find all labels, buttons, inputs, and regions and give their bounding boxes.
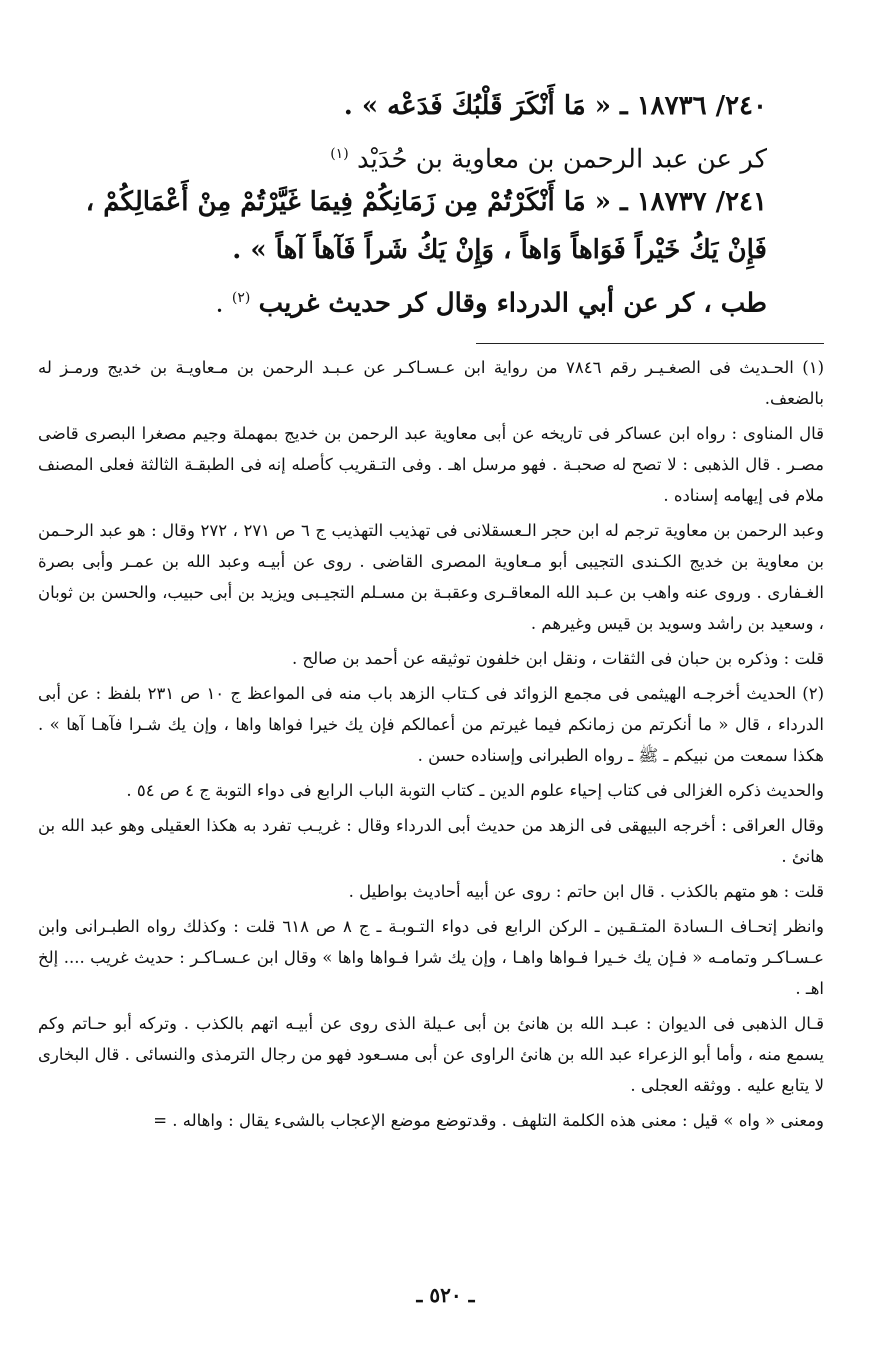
hadith-18737-source xyxy=(40,274,767,322)
hadith-18737-text: ٢٤١/ ١٨٧٣٧ ـ « مَا أَنْكَرْتُمْ مِن زَمَانِكُمْ فِيمَا غَيَّرْتُمْ مِنْ أَعْمَالِكُمْ ، فَإِنْ يَكُ خَيْراً فَوَاهاً وَاهاً ، وَإِنْ يَكُ شَراً فَآهاً آهاً » . xyxy=(85,187,767,265)
footnote-2-meaning: ومعنى « واه » قيل : معنى هذه الكلمة التلهف . وقدتوضع موضع الإعجاب بالشىء يقال : واهاله . = xyxy=(153,1111,824,1130)
footnote-1-tahdhib: وعبد الرحمن بن معاوية ترجم له ابن حجر الـعسقلانى فى تهذيب التهذيب ج ٦ ص ٢٧١ ، ٢٧٢ وقال : هو عبد الرحـمن بن معاوية بن خديج الكـندى التجيبى أبو مـعاوية المصرى القاضى . روى عن أبيـه وعبد الله بن عمـر وأبى بصرة الغـفارى . وروى عنه واهب بن عـبد الله المعاقـرى وعقبـة بن مسـلم التجيـبى ويزيد بن أبى حبيب، والحسن بن ثوبان ، وسعيد بن راشد وسويد بن قيس وغيرهم . xyxy=(38,521,824,633)
footnote-2-intro: (٢) الحديث أخرجـه الهيثمى فى مجمع الزوائد فى كـتاب الزهد باب منه فى المواعظ ج ١٠ ص ٢٣١ بلفظ : عن أبى الدرداء ، قال « ما أنكرتم من زمانكم فيما غيرتم من أعمالكم فإن يك خيرا فواها واها ، وإن يك شـرا فآهـا آها » . هكذا سمعت من نبيكم ـ ﷺ ـ رواه الطبرانى وإسناده حسن . xyxy=(38,684,824,765)
hadith-18737-source-text: طب ، كر عن أبي الدرداء وقال كر حديث غريب xyxy=(258,288,767,319)
hadith-18736 xyxy=(40,82,767,130)
footnote-1-munawi: قال المناوى : رواه ابن عساكر فى تاريخه عن أبى معاوية عبد الرحمن بن خديج بمهملة وجيم مصغرا البصرى قاضى مصـر . قال الذهبى : لا تصح له صحبـة . فهو مرسل اهـ . وفى التـقريب كأصله إنه فى الطبقـة الثالثة فعلى المصنف ملام فى إيهامه إسناده . xyxy=(38,424,824,505)
main-text-block xyxy=(40,82,767,322)
footnote-2-dhahabi: قـال الذهبى فى الديوان : عبـد الله بن هانئ بن أبى عـيلة الذى روى عن أبيـه اتهم بالكذب . وتركه أبو حـاتم وكم يسمع منه ، وأما أبو الزعراء عبد الله بن هانئ الراوى عن أبى مسـعود فهو من رجال الترمذى والنسائى . قال البخارى لا يتابع عليه . ووثقه العجلى . xyxy=(38,1014,824,1095)
footnote-ref-2: (٢) xyxy=(231,290,251,306)
footnote-2-note: قلت : هو متهم بالكذب . قال ابن حاتم : روى عن أبيه أحاديث بواطيل . xyxy=(348,882,824,901)
hadith-18736-source xyxy=(40,130,767,178)
footnote-separator xyxy=(476,343,824,344)
hadith-18736-text: ٢٤٠/ ١٨٧٣٦ ـ « مَا أَنْكَرَ قَلْبُكَ فَدَعْه » . xyxy=(343,91,767,121)
footnote-ref-1: (١) xyxy=(330,146,349,162)
footnotes-block xyxy=(38,352,824,1140)
footnote-2-ithaf: وانظر إتحـاف الـسادة المتـقـين ـ الركن الرابع فى دواء التـوبـة ـ ج ٨ ص ٦١٨ قلت : وكذلك رواه الطبـرانى وابن عـسـاكـر وتمامـه « فـإن يك خـيرا فـواها واهـا ، وإن يك شرا فـواها واها » وقال ابن عـسـاكـر : حديث غريب .... إلخ اهـ . xyxy=(38,917,824,998)
footnote-1-intro: (١) الحـديث فى الصغـيـر رقم ٧٨٤٦ من رواية ابن عـسـاكـر عن عـبـد الرحمن بن مـعاويـة بن خديج ورمـز له بالضعف. xyxy=(38,358,824,408)
page-number: ـ ٥٢٠ ـ xyxy=(416,1283,475,1307)
footnote-1-note: قلت : وذكره بن حبان فى الثقات ، ونقل ابن خلفون توثيقه عن أحمد بن صالح . xyxy=(291,649,824,668)
footnote-2-iraqi: وقال العراقى : أخرجه البيهقى فى الزهد من حديث أبى الدرداء وقال : غريـب تفرد به هكذا العقيلى وهو عبد الله بن هانئ . xyxy=(38,816,824,866)
footnote-2-ghazali: والحديث ذكره الغزالى فى كتاب إحياء علوم الدين ـ كتاب التوبة الباب الرابع فى دواء التوبة ج ٤ ص ٥٤ . xyxy=(126,781,824,800)
hadith-18737 xyxy=(40,178,767,274)
hadith-18737-source-end: . xyxy=(215,288,224,319)
hadith-18736-source-text: كر عن عبد الرحمن بن معاوية بن حُدَيْد xyxy=(356,144,767,175)
